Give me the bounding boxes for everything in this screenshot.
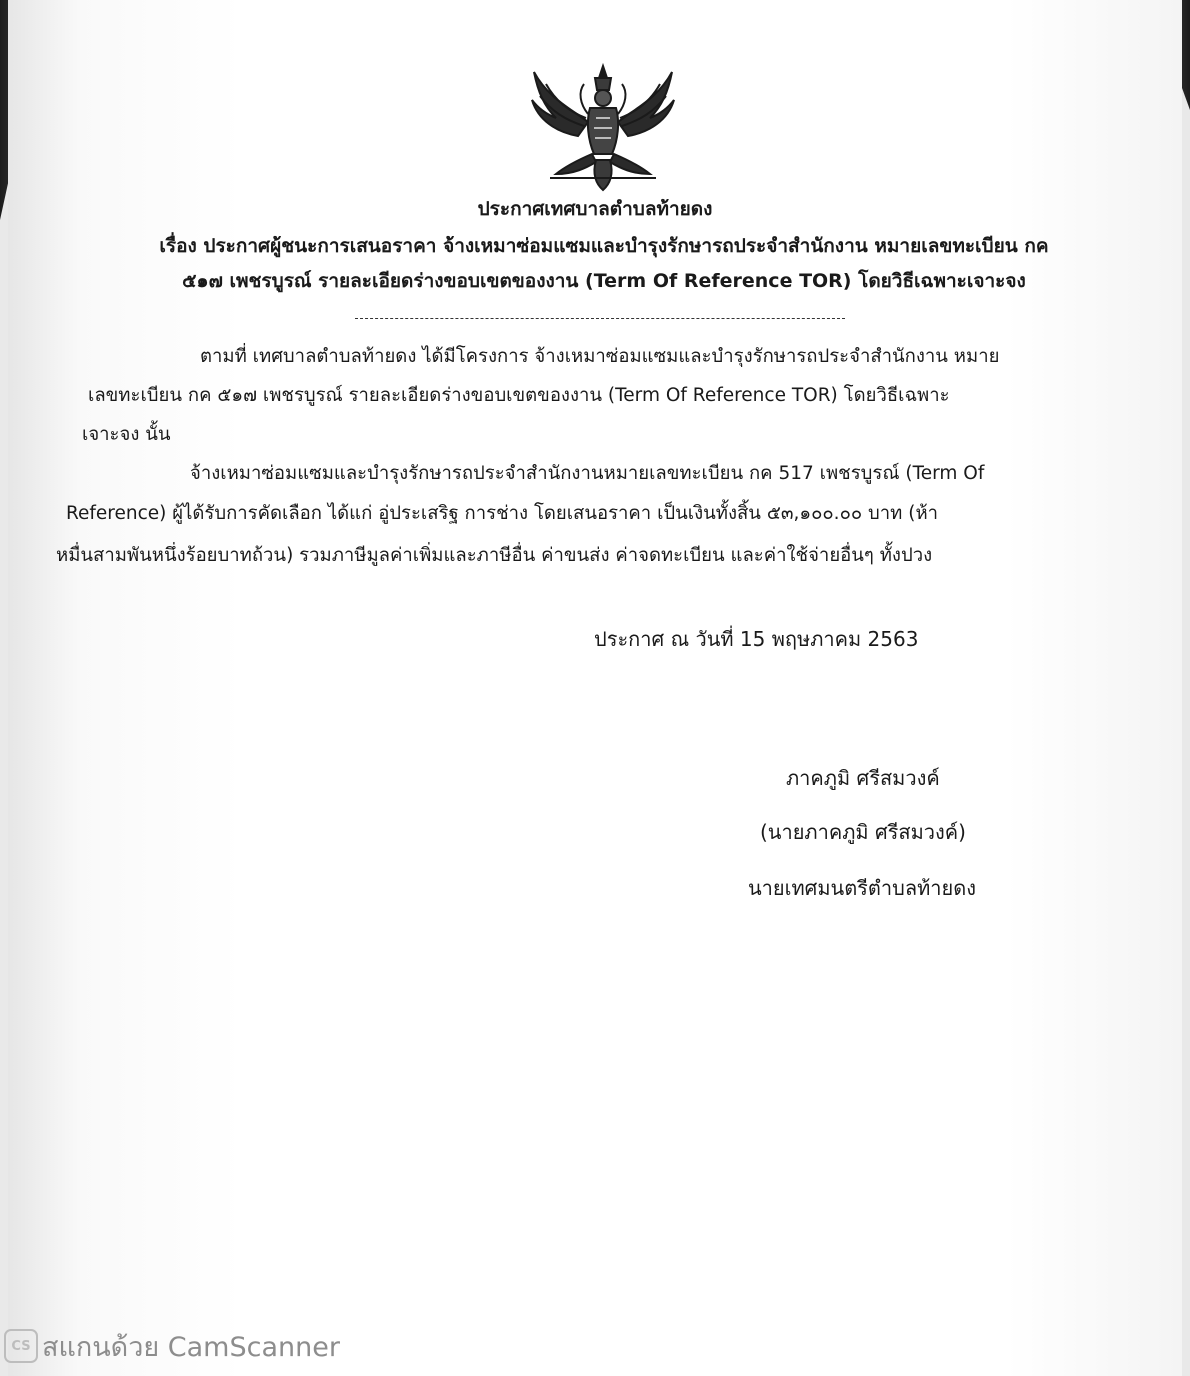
watermark-text: สแกนด้วย CamScanner [42, 1331, 340, 1363]
announcement-date: ประกาศ ณ วันที่ 15 พฤษภาคม 2563 [594, 627, 919, 651]
document-heading: ประกาศเทศบาลตำบลท้ายดง [477, 198, 713, 220]
signer-name: (นายภาคภูมิ ศรีสมวงค์) [760, 820, 966, 844]
paragraph-1-line-1: ตามที่ เทศบาลตำบลท้ายดง ได้มีโครงการ จ้างเหมาซ่อมแซมและบำรุงรักษารถประจำสำนักงาน หมาย [200, 346, 1000, 367]
paragraph-2-line-3: หมื่นสามพันหนึ่งร้อยบาทถ้วน) รวมภาษีมูลค่าเพิ่มและภาษีอื่น ค่าขนส่ง ค่าจดทะเบียน และค่าใช้จ่ายอื่นๆ ทั้งปวง [56, 545, 933, 566]
garuda-emblem-icon [526, 62, 680, 194]
camscanner-logo-icon: CS [4, 1329, 38, 1363]
camscanner-watermark [4, 1326, 340, 1366]
paragraph-1-line-2: เลขทะเบียน กค ๕๑๗ เพชรบูรณ์ รายละเอียดร่างขอบเขตของงาน (Term Of Reference TOR) โดยวิธีเฉพาะ [88, 385, 950, 406]
signer-title: นายเทศมนตรีตำบลท้ายดง [748, 876, 976, 900]
paragraph-1-line-3: เจาะจง นั้น [82, 424, 171, 445]
signature: ภาคภูมิ ศรีสมวงค์ [786, 766, 940, 790]
paragraph-2-line-2: Reference) ผู้ได้รับการคัดเลือก ได้แก่ อู่ประเสริฐ การช่าง โดยเสนอราคา เป็นเงินทั้งสิ้น ๕๓,๑๐๐.๐๐ บาท (ห้า [66, 503, 939, 524]
subject-line-1: เรื่อง ประกาศผู้ชนะการเสนอราคา จ้างเหมาซ่อมแซมและบำรุงรักษารถประจำสำนักงาน หมายเลขทะเบียน กค [159, 235, 1049, 257]
paragraph-2-line-1: จ้างเหมาซ่อมแซมและบำรุงรักษารถประจำสำนักงานหมายเลขทะเบียน กค 517 เพชรบูรณ์ (Term Of [190, 463, 985, 484]
subject-line-2: ๕๑๗ เพชรบูรณ์ รายละเอียดร่างขอบเขตของงาน (Term Of Reference TOR) โดยวิธีเฉพาะเจาะจง [182, 270, 1026, 292]
dashed-separator [355, 318, 845, 319]
